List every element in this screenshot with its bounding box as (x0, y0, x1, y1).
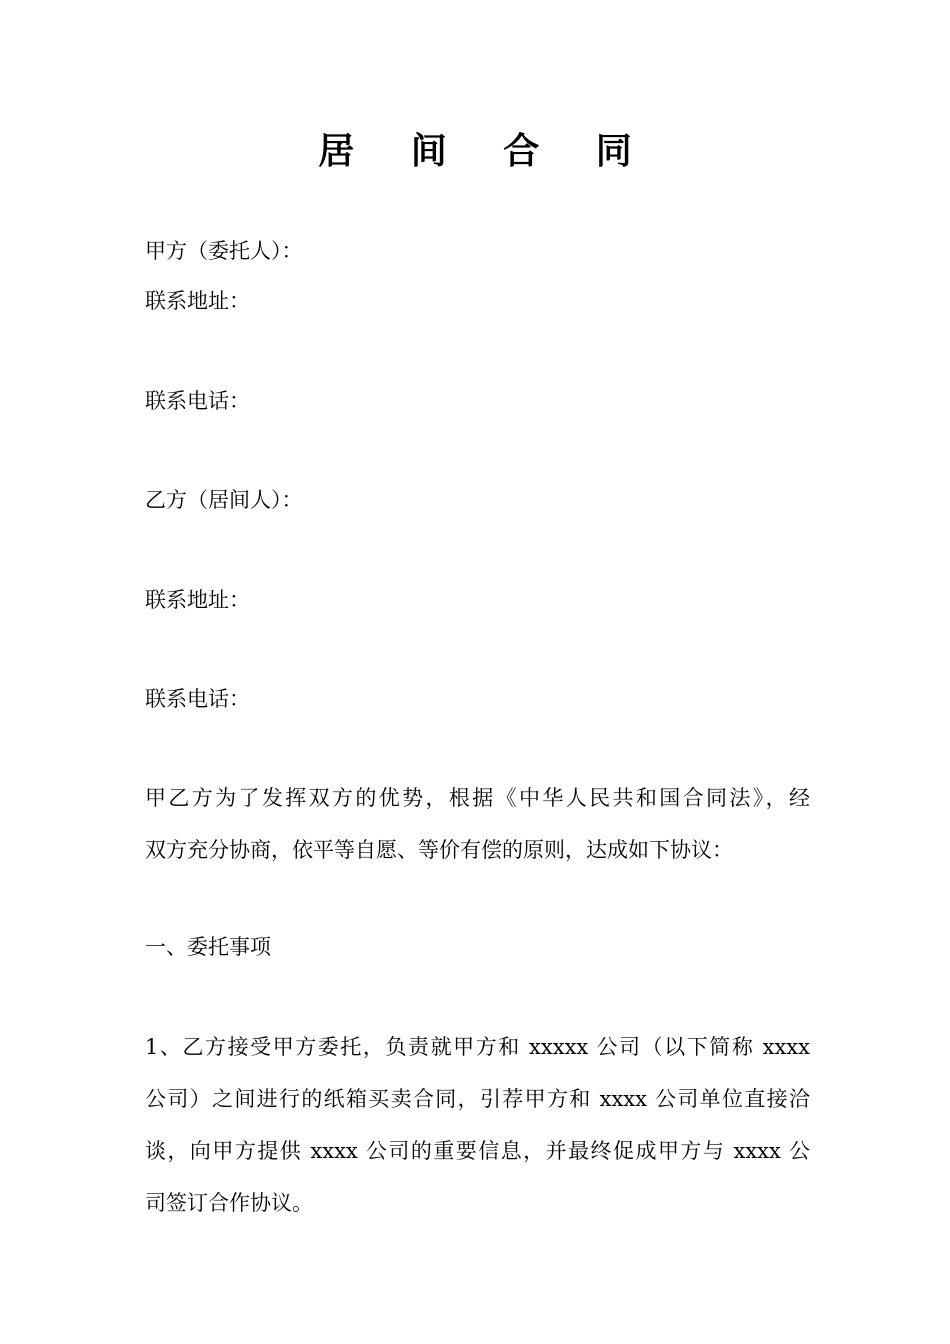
party-b-address-label: 联系地址： (145, 588, 250, 612)
section-1-heading: 一、委托事项 (145, 935, 271, 959)
clause-1-line: 司签订合作协议。 (145, 1191, 313, 1215)
clause-1-line: 1、乙方接受甲方委托，负责就甲方和 xxxxx 公司（以下简称 xxxx (145, 1035, 810, 1059)
preamble-paragraph (145, 772, 810, 876)
party-b-label: 乙方（居间人）： (145, 488, 303, 512)
clause-1-line: 谈，向甲方提供 xxxx 公司的重要信息，并最终促成甲方与 xxxx 公 (145, 1139, 810, 1163)
party-a-phone-label: 联系电话： (145, 389, 250, 413)
preamble-line: 甲乙方为了发挥双方的优势，根据《中华人民共和国合同法》，经 (145, 786, 810, 810)
party-b-phone-label: 联系电话： (145, 687, 250, 711)
clause-1-paragraph (145, 1021, 810, 1229)
party-a-label: 甲方（委托人）： (145, 239, 303, 263)
party-a-address-label: 联系地址： (145, 289, 250, 313)
document-title: 居 间 合 同 (318, 130, 654, 172)
clause-1-line: 公司）之间进行的纸箱买卖合同，引荐甲方和 xxxx 公司单位直接洽 (145, 1087, 810, 1111)
preamble-line: 双方充分协商，依平等自愿、等价有偿的原则，达成如下协议： (145, 838, 733, 862)
